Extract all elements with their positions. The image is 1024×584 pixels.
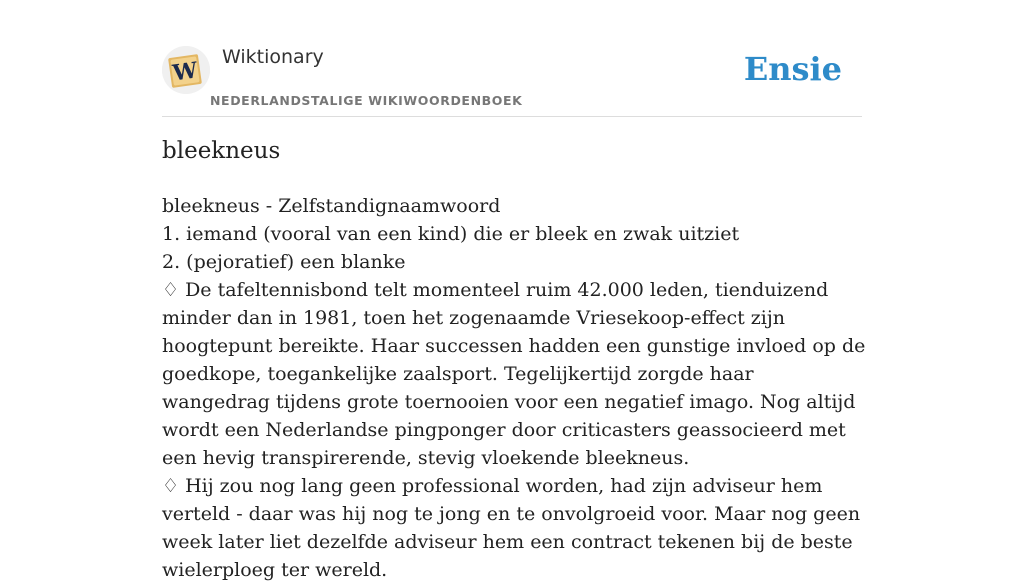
entry-heading-line: bleekneus - Zelfstandignaamwoord: [162, 195, 501, 217]
definition-item: 1. iemand (vooral van een kind) die er bleek en zwak uitziet: [162, 223, 740, 245]
definition-item: 2. (pejoratief) een blanke: [162, 251, 406, 273]
site-subtitle: NEDERLANDSTALIGE WIKIWOORDENBOEK: [210, 93, 523, 108]
page-title: bleekneus: [162, 138, 281, 164]
site-header: [162, 40, 862, 117]
example-sentence: ♢ De tafeltennisbond telt momenteel ruim 42.000 leden, tienduizend minder dan in 1981, toen het zogenaamde Vriesekoop-effect zijn hoogtepunt bereikte. Haar successen hadden een gunstige invloed op de goedkope, toegankelijke zaalsport. Tegelijkertijd zorgde haar wangedrag tijdens grote toernooien voor een negatief imago. Nog altijd wordt een Nederlandse pingponger door criticasters geassocieerd met een hevig transpirerende, stevig vloekende bleekneus.: [162, 279, 866, 469]
site-name[interactable]: Wiktionary: [222, 46, 324, 68]
svg-text:W: W: [171, 57, 200, 87]
example-sentence: ♢ Hij zou nog lang geen professional worden, had zijn adviseur hem verteld - daar was hij nog te jong en te onvolgroeid voor. Maar nog geen week later liet dezelfde adviseur hem een contract tekenen bij de beste wielerploeg ter wereld.: [162, 475, 861, 581]
wiktionary-w-icon: [162, 46, 210, 94]
wiktionary-logo-icon[interactable]: [162, 46, 210, 94]
ensie-brand-logo[interactable]: Ensie: [743, 50, 842, 88]
article-content: [162, 192, 867, 584]
